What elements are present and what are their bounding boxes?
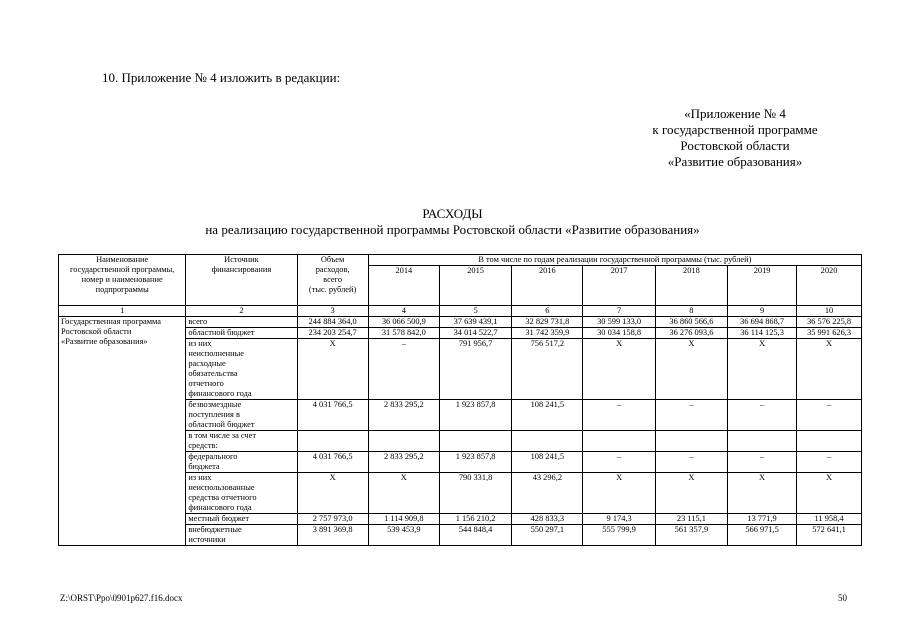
value-cell-year: Х xyxy=(797,473,862,514)
title-line-1: РАСХОДЫ xyxy=(422,206,483,221)
value-cell-year: 36 276 093,6 xyxy=(655,328,727,339)
source-line: средств: xyxy=(188,441,218,450)
value-cell-year: Х xyxy=(583,339,655,400)
value-cell-total: Х xyxy=(297,339,368,400)
value-cell-total: 4 031 766,5 xyxy=(297,452,368,473)
value-cell-year: 1 114 909,8 xyxy=(368,514,439,525)
value-cell-total: 244 884 364,0 xyxy=(297,317,368,328)
source-cell xyxy=(186,328,297,339)
value-cell-year: – xyxy=(368,339,439,400)
title-line-2: на реализацию государственной программы Ростовской области «Развитие образования» xyxy=(205,222,700,237)
value-cell-year: 35 991 626,3 xyxy=(797,328,862,339)
value-cell-year: 11 958,4 xyxy=(797,514,862,525)
value-cell-year: – xyxy=(797,400,862,431)
value-cell-year xyxy=(512,431,583,452)
value-cell-year: – xyxy=(728,452,797,473)
appendix-line-2: к государственной программе xyxy=(652,122,818,137)
source-cell xyxy=(186,514,297,525)
header-year: 2019 xyxy=(728,266,797,306)
value-cell-year: 108 241,5 xyxy=(512,452,583,473)
header-year: 2020 xyxy=(797,266,862,306)
value-cell-year: 23 115,1 xyxy=(655,514,727,525)
value-cell-year: 428 833,3 xyxy=(512,514,583,525)
value-cell-year: 43 296,2 xyxy=(512,473,583,514)
header-years-group: В том числе по годам реализации государственной программы (тыс. рублей) xyxy=(368,255,861,266)
source-line: областной бюджет xyxy=(188,420,255,429)
value-cell-year: 566 971,5 xyxy=(728,525,797,546)
source-line: всего xyxy=(188,317,208,326)
value-cell-total: 4 031 766,5 xyxy=(297,400,368,431)
value-cell-year: 37 639 439,1 xyxy=(439,317,511,328)
value-cell-year: Х xyxy=(728,473,797,514)
value-cell-year: 108 241,5 xyxy=(512,400,583,431)
column-number: 1 xyxy=(59,306,186,317)
program-name-line: Государственная программа xyxy=(61,317,162,326)
source-line: местный бюджет xyxy=(188,514,250,523)
column-number: 5 xyxy=(439,306,511,317)
value-cell-year: 550 297,1 xyxy=(512,525,583,546)
value-cell-year: 36 860 566,6 xyxy=(655,317,727,328)
value-cell-year: Х xyxy=(728,339,797,400)
header-year: 2017 xyxy=(583,266,655,306)
footer-file-path: Z:\ORST\Ppo\0901p627.f16.docx xyxy=(60,593,183,603)
value-cell-year: 539 453,9 xyxy=(368,525,439,546)
value-cell-year: 561 357,9 xyxy=(655,525,727,546)
value-cell-year xyxy=(439,431,511,452)
value-cell-year: 756 517,2 xyxy=(512,339,583,400)
source-cell xyxy=(186,452,297,473)
value-cell-total: 2 757 973,0 xyxy=(297,514,368,525)
source-line: в том числе за счет xyxy=(188,431,257,440)
value-cell-year: Х xyxy=(368,473,439,514)
value-cell-year xyxy=(797,431,862,452)
table-header-row-1 xyxy=(59,255,862,266)
value-cell-year: 34 014 522,7 xyxy=(439,328,511,339)
program-name-cell xyxy=(59,317,186,546)
value-cell-year: 2 833 295,2 xyxy=(368,452,439,473)
value-cell-year: 9 174,3 xyxy=(583,514,655,525)
value-cell-year: 36 576 225,8 xyxy=(797,317,862,328)
source-line: обязательства xyxy=(188,369,238,378)
document-title xyxy=(0,206,905,238)
value-cell-year: 31 742 359,9 xyxy=(512,328,583,339)
value-cell-year xyxy=(655,431,727,452)
header-year: 2018 xyxy=(655,266,727,306)
source-line: поступления в xyxy=(188,410,240,419)
source-line: внебюджетные xyxy=(188,525,242,534)
value-cell-total: 3 891 369,8 xyxy=(297,525,368,546)
intro-text: 10. Приложение № 4 изложить в редакции: xyxy=(102,70,341,85)
header-program-name: Наименование государственной программы, номер и наименование подпрограммы xyxy=(59,255,186,306)
value-cell-total: Х xyxy=(297,473,368,514)
column-number: 2 xyxy=(186,306,297,317)
table-row xyxy=(59,317,862,328)
source-line: отчетного xyxy=(188,379,224,388)
source-line: неиспользованные xyxy=(188,483,255,492)
value-cell-year: 1 923 857,8 xyxy=(439,400,511,431)
value-cell-year: 555 799,9 xyxy=(583,525,655,546)
header-year: 2016 xyxy=(512,266,583,306)
expenses-table xyxy=(58,254,862,546)
value-cell-year: – xyxy=(655,400,727,431)
value-cell-year: 31 578 842,0 xyxy=(368,328,439,339)
header-year: 2014 xyxy=(368,266,439,306)
source-line: финансового года xyxy=(188,503,252,512)
column-number: 3 xyxy=(297,306,368,317)
value-cell-year: 30 034 158,8 xyxy=(583,328,655,339)
column-number: 6 xyxy=(512,306,583,317)
value-cell-year: 791 956,7 xyxy=(439,339,511,400)
source-line: безвозмездные xyxy=(188,400,242,409)
column-number: 10 xyxy=(797,306,862,317)
value-cell-total: 234 203 254,7 xyxy=(297,328,368,339)
source-line: неисполненные xyxy=(188,349,244,358)
source-line: из них xyxy=(188,339,212,348)
column-number: 4 xyxy=(368,306,439,317)
value-cell-year: Х xyxy=(797,339,862,400)
column-number: 7 xyxy=(583,306,655,317)
appendix-line-1: «Приложение № 4 xyxy=(684,106,786,121)
column-number: 8 xyxy=(655,306,727,317)
appendix-line-3: Ростовской области xyxy=(680,138,790,153)
value-cell-year xyxy=(368,431,439,452)
value-cell-year xyxy=(583,431,655,452)
value-cell-year: 36 114 125,3 xyxy=(728,328,797,339)
value-cell-year: Х xyxy=(655,339,727,400)
source-cell xyxy=(186,473,297,514)
appendix-line-4: «Развитие образования» xyxy=(667,154,803,169)
source-cell xyxy=(186,400,297,431)
source-line: расходные xyxy=(188,359,226,368)
source-line: финансового года xyxy=(188,389,252,398)
source-cell xyxy=(186,317,297,328)
header-volume: Объем расходов, всего (тыс. рублей) xyxy=(297,255,368,306)
value-cell-year: 36 694 868,7 xyxy=(728,317,797,328)
source-cell xyxy=(186,431,297,452)
value-cell-year: – xyxy=(655,452,727,473)
value-cell-year: – xyxy=(797,452,862,473)
source-line: средства отчетного xyxy=(188,493,257,502)
value-cell-year: – xyxy=(583,400,655,431)
value-cell-year: 2 833 295,2 xyxy=(368,400,439,431)
value-cell-year: 572 641,1 xyxy=(797,525,862,546)
header-source: Источник финансирования xyxy=(186,255,297,306)
source-line: из них xyxy=(188,473,212,482)
program-name-line: Ростовской области xyxy=(61,327,132,336)
column-number: 9 xyxy=(728,306,797,317)
value-cell-year: 1 156 210,2 xyxy=(439,514,511,525)
value-cell-year: 32 829 731,8 xyxy=(512,317,583,328)
value-cell-year: 1 923 857,8 xyxy=(439,452,511,473)
value-cell-year: 36 066 500,9 xyxy=(368,317,439,328)
value-cell-year: 790 331,8 xyxy=(439,473,511,514)
source-cell xyxy=(186,525,297,546)
value-cell-year: Х xyxy=(583,473,655,514)
value-cell-year: – xyxy=(728,400,797,431)
appendix-heading xyxy=(625,106,845,170)
source-cell xyxy=(186,339,297,400)
value-cell-year: Х xyxy=(655,473,727,514)
program-name-line: «Развитие образования» xyxy=(61,337,148,346)
header-year: 2015 xyxy=(439,266,511,306)
value-cell-year: 13 771,9 xyxy=(728,514,797,525)
column-number-row xyxy=(59,306,862,317)
footer-page-number: 50 xyxy=(838,593,847,603)
value-cell-total xyxy=(297,431,368,452)
source-line: областной бюджет xyxy=(188,328,255,337)
source-line: федерального xyxy=(188,452,238,461)
value-cell-year: – xyxy=(583,452,655,473)
source-line: источники xyxy=(188,535,226,544)
value-cell-year: 544 848,4 xyxy=(439,525,511,546)
value-cell-year: 30 599 133,0 xyxy=(583,317,655,328)
value-cell-year xyxy=(728,431,797,452)
source-line: бюджета xyxy=(188,462,220,471)
